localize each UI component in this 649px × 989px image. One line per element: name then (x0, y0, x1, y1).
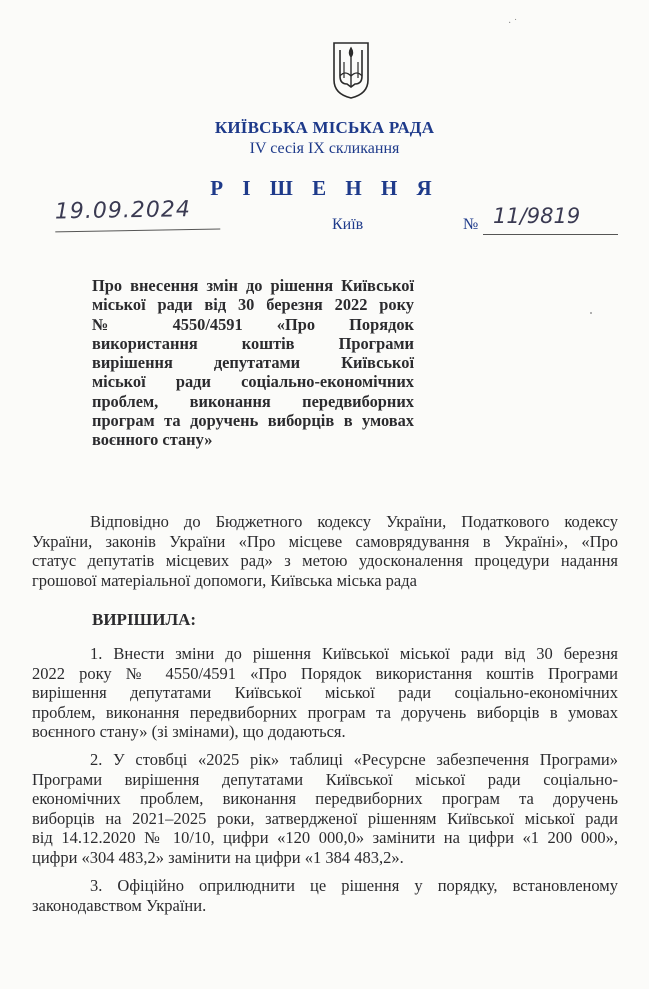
text-line: від 14.12.2020 № 10/10, цифри «120 000,0» замінити на цифри «1 200 000», (32, 828, 618, 847)
text-line: 3. Офіційно оприлюднити це рішення у порядку, встановленому (90, 876, 618, 895)
title-line: Про внесення змін до рішення Київської (92, 276, 414, 295)
document-type: Р І Ш Е Н Н Я (210, 176, 439, 200)
scan-dot (590, 312, 592, 314)
text-line: виборців на 2021–2025 роки, затвердженої рішенням Київської міської ради (32, 808, 618, 828)
text-line: законодавством України. (32, 895, 207, 915)
decision-title (92, 276, 414, 450)
text-line: грошової матеріальної допомоги, Київська міська рада (32, 570, 417, 590)
text-line: економічних проблем, виконання передвиборних програм та доручень (32, 789, 618, 808)
text-line: України, законів України «Про місцеве самоврядування в Україні», «Про (32, 531, 618, 551)
title-line: міської ради від 30 березня 2022 року (92, 295, 414, 315)
title-line: воєнного стану» (92, 430, 213, 450)
title-line: вирішення депутатами Київської (92, 353, 414, 373)
preamble-paragraph (32, 512, 618, 590)
text-line: статус депутатів місцевих рад» з метою удосконалення процедури надання (32, 551, 618, 570)
item-1-paragraph (32, 644, 618, 742)
text-line: проблем, виконання передвиборних програм та доручень виборців в умовах (32, 702, 618, 722)
item-3-paragraph (32, 876, 618, 915)
title-line: міської ради соціально-економічних (92, 372, 414, 392)
title-line: № 4550/4591 «Про Порядок (92, 314, 414, 334)
text-line: 2022 року № 4550/4591 «Про Порядок використання коштів Програми (32, 663, 618, 683)
title-line: використання коштів Програми (92, 333, 414, 353)
handwritten-date: 19.09.2024 (55, 197, 221, 233)
resolved-heading: ВИРІШИЛА: (92, 610, 197, 629)
handwritten-number: 11/9819 (483, 204, 618, 235)
session-info: IV сесія IX скликання (249, 140, 400, 157)
title-line: проблем, виконання передвиборних (92, 391, 414, 411)
text-line: Програми вирішення депутатами Київської міської ради соціально- (32, 769, 618, 789)
council-name: КИЇВСЬКА МІСЬКА РАДА (214, 118, 435, 137)
item-2-paragraph (32, 750, 618, 867)
text-line: Відповідно до Бюджетного кодексу України, Податкового кодексу (90, 512, 618, 531)
scan-mark: · ˙ (508, 18, 518, 29)
number-label: № (463, 216, 479, 233)
text-line: воєнного стану» (зі змінами), що додаються. (32, 722, 346, 741)
city-name: Київ (332, 216, 364, 233)
text-line: вирішення депутатами Київської міської ради соціально-економічних (32, 683, 618, 702)
title-line: програм та доручень виборців в умовах (92, 411, 414, 431)
trident-emblem-icon (331, 40, 371, 100)
text-line: 2. У стовбці «2025 рік» таблиці «Ресурсне забезпечення Програми» (90, 750, 618, 769)
text-line: 1. Внести зміни до рішення Київської міської ради від 30 березня (90, 644, 618, 663)
text-line: цифри «304 483,2» замінити на цифри «1 384 483,2». (32, 847, 404, 867)
